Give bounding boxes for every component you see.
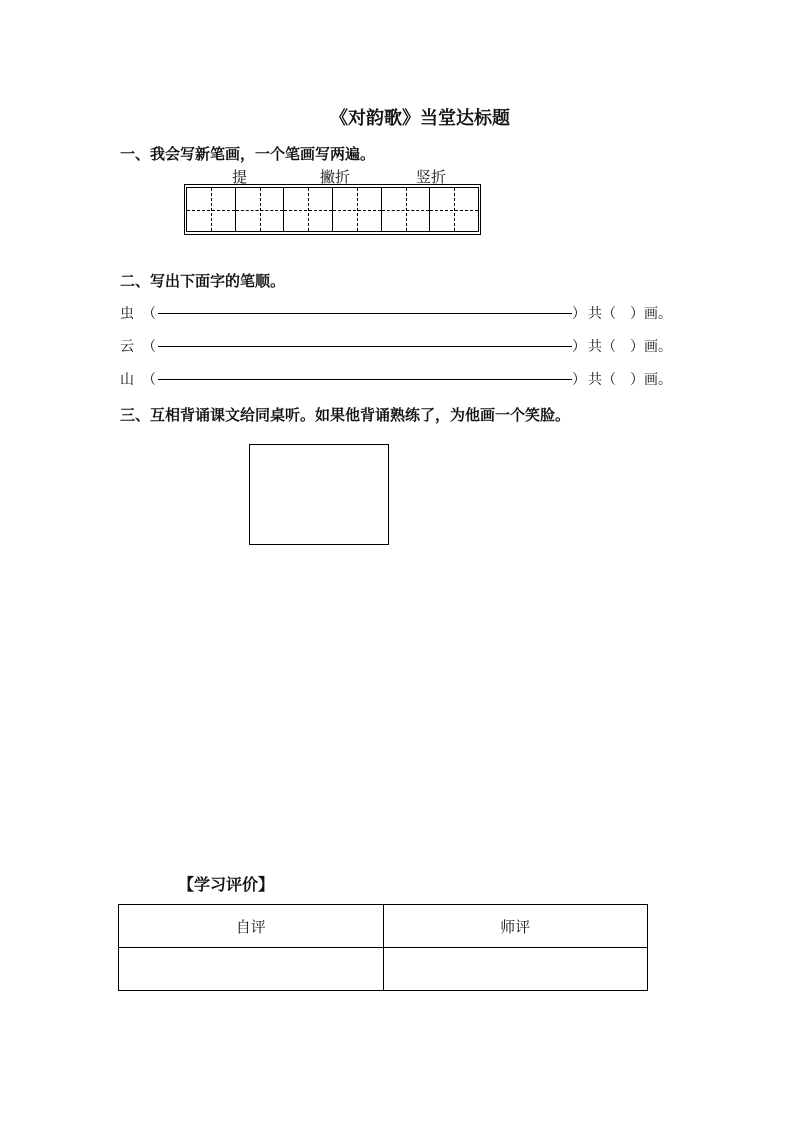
stroke-order-answer-line[interactable] xyxy=(158,346,572,347)
stroke-order-answer-line[interactable] xyxy=(158,379,572,380)
stroke-order-row-chong xyxy=(120,303,680,323)
teacher-eval-header: 师评 xyxy=(383,905,648,948)
row-open-paren: （ xyxy=(142,372,156,388)
self-eval-header: 自评 xyxy=(119,905,384,948)
evaluation-header-row xyxy=(119,905,648,948)
writing-cell[interactable] xyxy=(382,188,431,231)
page-title: 《对韵歌》当堂达标题 xyxy=(330,108,510,129)
writing-cell[interactable] xyxy=(187,188,236,231)
stroke-label-ti: 提 xyxy=(232,168,248,186)
row-close-paren: ） xyxy=(572,339,586,355)
row-close-paren: ） xyxy=(572,306,586,322)
writing-grid xyxy=(184,184,481,235)
smiley-drawing-box[interactable] xyxy=(249,444,389,545)
writing-cell[interactable] xyxy=(284,188,333,231)
self-eval-cell[interactable] xyxy=(119,948,384,991)
row-char: 虫 xyxy=(120,306,134,322)
row-char: 山 xyxy=(120,372,134,388)
teacher-eval-cell[interactable] xyxy=(383,948,648,991)
writing-cell[interactable] xyxy=(430,188,478,231)
stroke-label-shuzhe: 竖折 xyxy=(416,168,447,186)
stroke-label-piezhe: 撇折 xyxy=(320,168,351,186)
writing-cell[interactable] xyxy=(333,188,382,231)
section3-heading: 三、互相背诵课文给同桌听。如果他背诵熟练了，为他画一个笑脸。 xyxy=(120,406,571,424)
row-open-paren: （ xyxy=(142,339,156,355)
section1-heading: 一、我会写新笔画，一个笔画写两遍。 xyxy=(120,145,376,163)
evaluation-table xyxy=(118,904,648,991)
stroke-count-text[interactable]: 共（ ）画。 xyxy=(588,306,672,322)
stroke-order-row-shan xyxy=(120,369,680,389)
row-open-paren: （ xyxy=(142,306,156,322)
writing-cell[interactable] xyxy=(236,188,285,231)
section2-heading: 二、写出下面字的笔顺。 xyxy=(120,272,286,290)
stroke-count-text[interactable]: 共（ ）画。 xyxy=(588,372,672,388)
row-close-paren: ） xyxy=(572,372,586,388)
stroke-count-text[interactable]: 共（ ）画。 xyxy=(588,339,672,355)
evaluation-title: 【学习评价】 xyxy=(178,875,275,894)
stroke-order-row-yun xyxy=(120,336,680,356)
row-char: 云 xyxy=(120,339,134,355)
stroke-order-answer-line[interactable] xyxy=(158,313,572,314)
evaluation-input-row xyxy=(119,948,648,991)
